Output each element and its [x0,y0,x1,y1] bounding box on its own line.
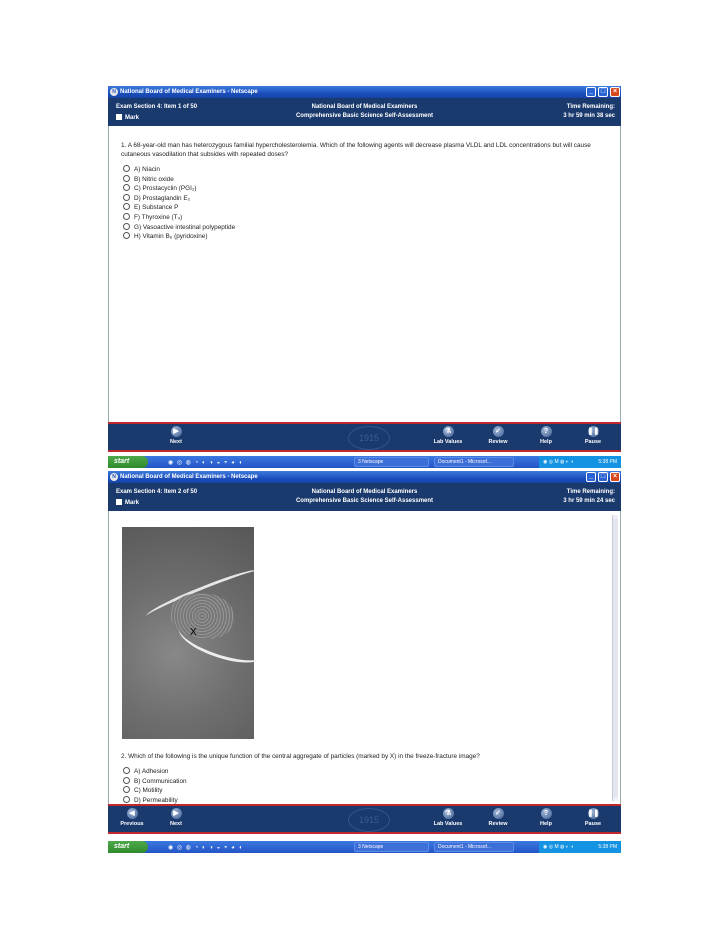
exam-section-label: Exam Section 4: Item 2 of 50 [116,489,198,495]
taskbar-document-button[interactable]: Document1 - Microsof... [434,842,514,852]
answer-option[interactable]: A) Adhesion [123,767,187,777]
question-icon: ? [541,808,552,819]
assessment-name: Comprehensive Basic Science Self-Assessment [295,113,434,119]
question-stem: 2. Which of the following is the unique function of the central aggregate of particles (marked by X) in the freeze-fracture image? [121,753,480,760]
time-remaining-value: 3 hr 59 min 38 sec [563,113,615,119]
review-button[interactable]: ✓ Review [488,428,508,445]
answer-option[interactable]: F) Thyroxine (T₄) [123,213,235,223]
answer-options [123,767,187,805]
exam-header [108,98,621,126]
radio-icon[interactable] [123,223,130,230]
close-button[interactable]: × [610,87,620,97]
lab-icon: ⚗ [443,808,454,819]
start-button[interactable]: start [108,841,148,853]
image-marker-label: X [190,627,197,638]
clock: 5:38 PM [598,844,617,850]
mark-label: Mark [125,500,140,506]
nbme-seal-logo: 1915 [348,808,390,832]
quick-launch-icons[interactable]: ◉ ◎ ◍ ◔ ◐ ◑ ◒ ◓ ◕ ◖ [168,845,244,851]
board-name: National Board of Medical Examiners [311,489,418,495]
quick-launch-icons[interactable]: ◉ ◎ ◍ ◔ ◐ ◑ ◒ ◓ ◕ ◖ [168,460,244,466]
nav-bar [108,804,621,834]
tray-icons[interactable]: ◉ ◎ M ◍ ◐ ◑ [543,844,574,850]
arrow-right-icon: ▶ [171,426,182,437]
arrow-left-icon: ◀ [127,808,138,819]
answer-option[interactable]: D) Permeability [123,796,187,806]
assessment-name: Comprehensive Basic Science Self-Assessment [295,498,434,504]
radio-icon[interactable] [123,165,130,172]
exam-header [108,483,621,511]
help-button[interactable]: ? Help [540,810,552,827]
help-button[interactable]: ? Help [540,428,552,445]
windows-taskbar [108,841,621,853]
question-content [108,126,621,422]
tray-icons[interactable]: ◉ ◎ M ◍ ◐ ◑ [543,459,574,465]
taskbar-document-button[interactable]: Document1 - Microsof... [434,457,514,467]
lab-values-button[interactable]: ⚗ Lab Values [433,810,463,827]
minimize-button[interactable]: _ [586,87,596,97]
next-button[interactable]: ▶ Next [170,428,182,445]
answer-option[interactable]: B) Communication [123,777,187,787]
freeze-fracture-image [122,527,254,739]
mark-label: Mark [125,115,140,121]
check-icon: ✓ [493,426,504,437]
answer-option[interactable]: D) Prostaglandin E₂ [123,194,235,204]
lab-icon: ⚗ [443,426,454,437]
radio-icon[interactable] [123,184,130,191]
maximize-button[interactable]: □ [598,472,608,482]
close-button[interactable]: × [610,472,620,482]
pause-button[interactable]: ❚❚ Pause [584,810,602,827]
radio-icon[interactable] [123,194,130,201]
scrollbar-thumb[interactable] [613,519,618,797]
next-button[interactable]: ▶ Next [170,810,182,827]
arrow-right-icon: ▶ [171,808,182,819]
system-tray [539,841,621,853]
radio-icon[interactable] [123,777,130,784]
window-titlebar [108,471,621,483]
answer-option[interactable]: G) Vasoactive intestinal polypeptide [123,223,235,233]
pause-icon: ❚❚ [587,428,600,435]
time-remaining-label: Time Remaining: [566,104,615,110]
radio-icon[interactable] [123,767,130,774]
exam-section-label: Exam Section 4: Item 1 of 50 [116,104,198,110]
answer-option[interactable]: H) Vitamin B₆ (pyridoxine) [123,232,235,242]
screenshot-item-2 [108,471,621,857]
windows-taskbar [108,456,621,468]
lab-values-button[interactable]: ⚗ Lab Values [433,428,463,445]
taskbar-netscape-button[interactable]: 3 Netscape [354,842,429,852]
time-remaining-label: Time Remaining: [566,489,615,495]
netscape-icon: N [110,473,118,481]
taskbar-netscape-button[interactable]: 3 Netscape [354,457,429,467]
radio-icon[interactable] [123,203,130,210]
answer-option[interactable]: B) Nitric oxide [123,175,235,185]
radio-icon[interactable] [123,796,130,803]
answer-option[interactable]: E) Substance P [123,203,235,213]
answer-options [123,165,235,242]
pause-icon: ❚❚ [587,810,600,817]
clock: 5:38 PM [598,459,617,465]
netscape-icon: N [110,88,118,96]
maximize-button[interactable]: □ [598,87,608,97]
window-title: National Board of Medical Examiners - Netscape [120,474,258,480]
pause-button[interactable]: ❚❚ Pause [584,428,602,445]
question-icon: ? [541,426,552,437]
screenshot-item-1 [108,86,621,471]
answer-option[interactable]: C) Prostacyclin (PGI₂) [123,184,235,194]
check-icon: ✓ [493,808,504,819]
window-titlebar [108,86,621,98]
question-content [108,511,621,804]
radio-icon[interactable] [123,213,130,220]
radio-icon[interactable] [123,232,130,239]
answer-option[interactable]: A) Niacin [123,165,235,175]
radio-icon[interactable] [123,175,130,182]
nav-bar [108,422,621,452]
start-button[interactable]: start [108,456,148,468]
window-title: National Board of Medical Examiners - Netscape [120,89,258,95]
previous-button[interactable]: ◀ Previous [120,810,144,827]
minimize-button[interactable]: _ [586,472,596,482]
question-stem: 1. A 68-year-old man has heterozygous familial hypercholesterolemia. Which of the following agents will decrease plasma VLDL and LDL concentrations but will cause cutaneous vasodilation that subsides with repeated doses? [121,142,591,158]
board-name: National Board of Medical Examiners [311,104,418,110]
answer-option[interactable]: C) Motility [123,786,187,796]
radio-icon[interactable] [123,786,130,793]
time-remaining-value: 3 hr 59 min 24 sec [563,498,615,504]
system-tray [539,456,621,468]
review-button[interactable]: ✓ Review [488,810,508,827]
nbme-seal-logo: 1915 [348,426,390,450]
vertical-scrollbar[interactable] [612,515,618,801]
